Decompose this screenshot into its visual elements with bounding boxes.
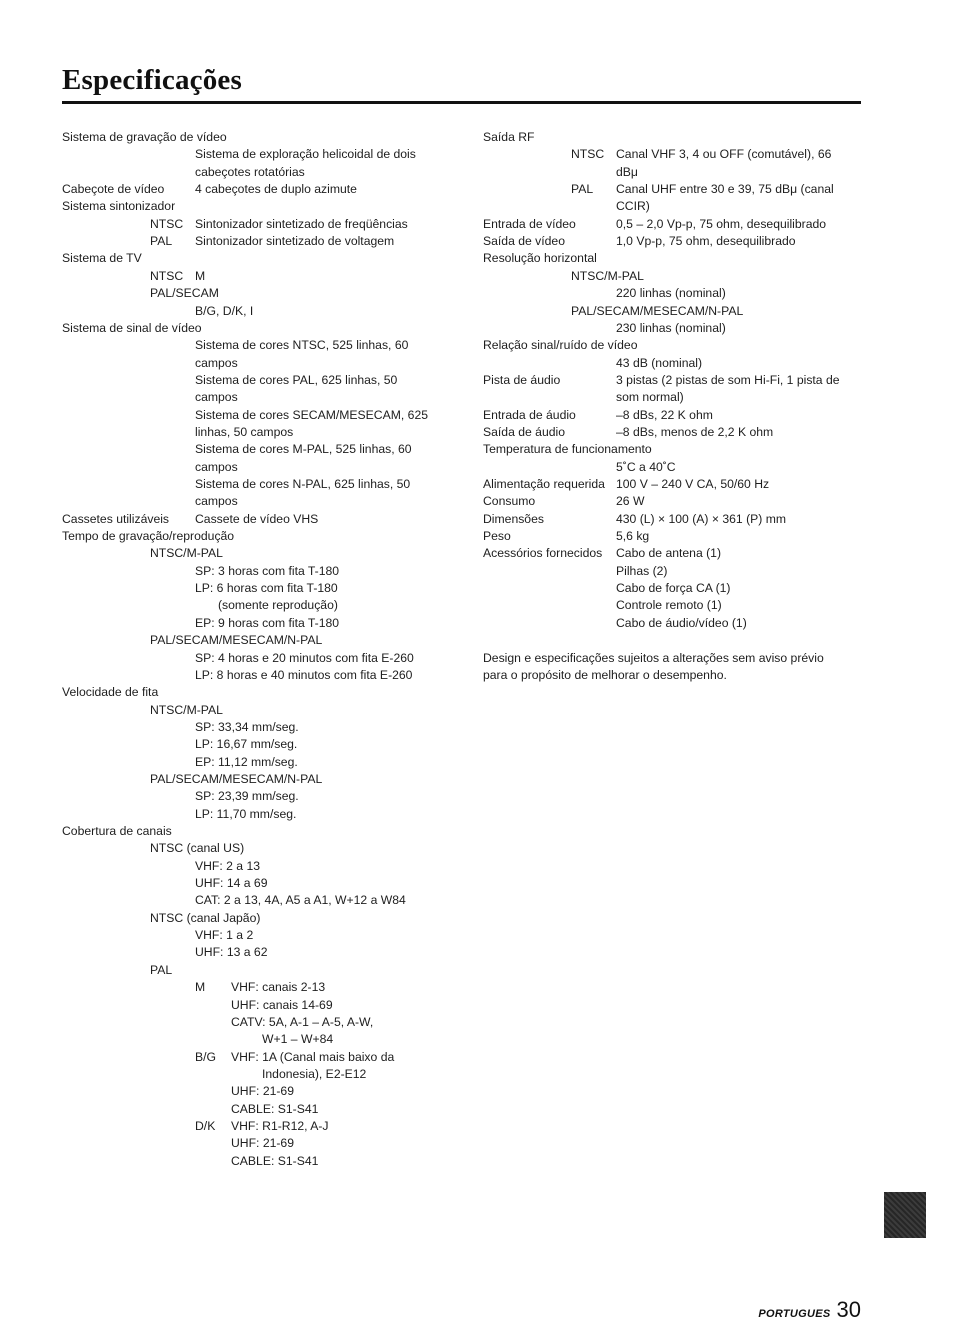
spec-line: PAL/SECAM/MESECAM/N-PAL — [150, 772, 323, 786]
spec-value: Cassete de vídeo VHS — [195, 512, 319, 526]
spec-value: –8 dBs, menos de 2,2 K ohm — [616, 425, 774, 439]
spec-line: B/G — [195, 1050, 216, 1064]
spec-line: CABLE: S1-S41 — [231, 1154, 319, 1168]
spec-value: VHF: R1-R12, A-J — [231, 1119, 329, 1133]
spec-line: 230 linhas (nominal) — [616, 321, 726, 335]
spec-line: Design e especificações sujeitos a alterações sem aviso prévio — [483, 651, 824, 665]
spec-value: 5,6 kg — [616, 529, 650, 543]
spec-line: 5˚C a 40˚C — [616, 460, 676, 474]
spec-line: campos — [195, 356, 238, 370]
spec-line: LP: 11,70 mm/seg. — [195, 807, 297, 821]
page-title: Especificações — [62, 64, 242, 96]
spec-line: Entrada de vídeo — [483, 217, 576, 231]
spec-line: Pista de áudio — [483, 373, 561, 387]
spec-value: 3 pistas (2 pistas de som Hi-Fi, 1 pista de — [616, 373, 840, 387]
spec-value: Canal VHF 3, 4 ou OFF (comutável), 66 — [616, 147, 832, 161]
spec-line: PAL/SECAM/MESECAM/N-PAL — [150, 633, 323, 647]
spec-line: PAL/SECAM/MESECAM/N-PAL — [571, 304, 744, 318]
spec-line: EP: 11,12 mm/seg. — [195, 755, 298, 769]
spec-line: PAL — [150, 963, 173, 977]
spec-line: Alimentação requerida — [483, 477, 605, 491]
spec-value: –8 dBs, 22 K ohm — [616, 408, 713, 422]
spec-line: Saída de áudio — [483, 425, 565, 439]
spec-value: 430 (L) × 100 (A) × 361 (P) mm — [616, 512, 787, 526]
spec-line: NTSC (canal US) — [150, 841, 245, 855]
spec-line: Relação sinal/ruído de vídeo — [483, 338, 638, 352]
spec-line: CATV: 5A, A-1 – A-5, A-W, — [231, 1015, 374, 1029]
page-number: 30 — [836, 1297, 861, 1322]
spec-line: SP: 33,34 mm/seg. — [195, 720, 299, 734]
spec-line: Entrada de áudio — [483, 408, 576, 422]
title-rule — [62, 101, 861, 104]
spec-line: Sistema de cores NTSC, 525 linhas, 60 — [195, 338, 409, 352]
spec-line: LP: 16,67 mm/seg. — [195, 737, 298, 751]
spec-line: VHF: 1 a 2 — [195, 928, 254, 942]
spec-value: VHF: 1A (Canal mais baixo da — [231, 1050, 395, 1064]
spec-line: Sistema de exploração helicoidal de dois — [195, 147, 416, 161]
footer-language-label: PORTUGUES — [758, 1308, 831, 1320]
spec-line: Cabeçote de vídeo — [62, 182, 165, 196]
spec-line: Cassetes utilizáveis — [62, 512, 170, 526]
spec-line: campos — [195, 460, 238, 474]
spec-value: 4 cabeçotes de duplo azimute — [195, 182, 357, 196]
spec-line: LP: 6 horas com fita T-180 — [195, 581, 338, 595]
spec-line: CABLE: S1-S41 — [231, 1102, 319, 1116]
spec-line: NTSC/M-PAL — [150, 703, 223, 717]
spec-line: Sistema de cores M-PAL, 525 linhas, 60 — [195, 442, 412, 456]
spec-line: PAL/SECAM — [150, 286, 219, 300]
page-footer — [758, 1297, 861, 1323]
spec-line: Cabo de áudio/vídeo (1) — [616, 616, 747, 630]
spec-line: som normal) — [616, 390, 684, 404]
spec-value: 1,0 Vp-p, 75 ohm, desequilibrado — [616, 234, 796, 248]
spec-line: Indonesia), E2-E12 — [262, 1067, 367, 1081]
spec-line: Sistema de TV — [62, 251, 142, 265]
spec-line: campos — [195, 494, 238, 508]
spec-line: NTSC (canal Japão) — [150, 911, 261, 925]
spec-value: VHF: canais 2-13 — [231, 980, 326, 994]
spec-value: Sintonizador sintetizado de freqüências — [195, 217, 408, 231]
spec-line: CCIR) — [616, 199, 650, 213]
spec-line: NTSC/M-PAL — [150, 546, 223, 560]
spec-line: D/K — [195, 1119, 216, 1133]
spec-line: B/G, D/K, I — [195, 304, 254, 318]
spec-line: cabeçotes rotatórias — [195, 165, 305, 179]
spec-line: Cobertura de canais — [62, 824, 172, 838]
spec-line: Peso — [483, 529, 511, 543]
spec-line: UHF: 21-69 — [231, 1136, 294, 1150]
spec-line: LP: 8 horas e 40 minutos com fita E-260 — [195, 668, 413, 682]
spec-line: NTSC — [150, 217, 184, 231]
section-tab-marker — [884, 1192, 926, 1238]
spec-line: Pilhas (2) — [616, 564, 668, 578]
spec-value: Sintonizador sintetizado de voltagem — [195, 234, 395, 248]
spec-line: SP: 3 horas com fita T-180 — [195, 564, 340, 578]
spec-line: SP: 23,39 mm/seg. — [195, 789, 299, 803]
spec-line: PAL — [150, 234, 173, 248]
spec-line: PAL — [571, 182, 594, 196]
spec-line: Cabo de força CA (1) — [616, 581, 731, 595]
spec-line: (somente reprodução) — [218, 598, 338, 612]
spec-line: para o propósito de melhorar o desempenho. — [483, 668, 727, 682]
spec-line: Sistema de cores N-PAL, 625 linhas, 50 — [195, 477, 411, 491]
spec-line: Saída RF — [483, 130, 535, 144]
spec-line: UHF: canais 14-69 — [231, 998, 333, 1012]
spec-line: 220 linhas (nominal) — [616, 286, 726, 300]
spec-line: NTSC/M-PAL — [571, 269, 644, 283]
spec-line: Tempo de gravação/reprodução — [62, 529, 235, 543]
spec-line: Acessórios fornecidos — [483, 546, 603, 560]
spec-line: UHF: 14 a 69 — [195, 876, 268, 890]
spec-value: 100 V – 240 V CA, 50/60 Hz — [616, 477, 770, 491]
spec-value: Cabo de antena (1) — [616, 546, 722, 560]
spec-line: NTSC — [150, 269, 184, 283]
spec-line: NTSC — [571, 147, 605, 161]
spec-line: Sistema de cores PAL, 625 linhas, 50 — [195, 373, 398, 387]
spec-line: M — [195, 980, 206, 994]
spec-line: linhas, 50 campos — [195, 425, 294, 439]
spec-line: Controle remoto (1) — [616, 598, 722, 612]
spec-line: Sistema de gravação de vídeo — [62, 130, 227, 144]
spec-line: UHF: 13 a 62 — [195, 945, 268, 959]
spec-value: 26 W — [616, 494, 645, 508]
spec-line: campos — [195, 390, 238, 404]
spec-line: Sistema sintonizador — [62, 199, 176, 213]
spec-line: SP: 4 horas e 20 minutos com fita E-260 — [195, 651, 414, 665]
spec-line: Temperatura de funcionamento — [483, 442, 652, 456]
spec-line: 43 dB (nominal) — [616, 356, 703, 370]
spec-value: Canal UHF entre 30 e 39, 75 dBμ (canal — [616, 182, 834, 196]
spec-line: Consumo — [483, 494, 536, 508]
spec-line: UHF: 21-69 — [231, 1084, 294, 1098]
spec-line: Sistema de sinal de vídeo — [62, 321, 202, 335]
spec-line: Resolução horizontal — [483, 251, 597, 265]
spec-line: EP: 9 horas com fita T-180 — [195, 616, 340, 630]
spec-value: 0,5 – 2,0 Vp-p, 75 ohm, desequilibrado — [616, 217, 827, 231]
spec-line: Sistema de cores SECAM/MESECAM, 625 — [195, 408, 428, 422]
spec-line: Saída de vídeo — [483, 234, 565, 248]
spec-line: VHF: 2 a 13 — [195, 859, 261, 873]
spec-value: M — [195, 269, 206, 283]
spec-line: CAT: 2 a 13, 4A, A5 a A1, W+12 a W84 — [195, 893, 406, 907]
spec-line: Dimensões — [483, 512, 544, 526]
spec-line: Velocidade de fita — [62, 685, 159, 699]
spec-line: W+1 – W+84 — [262, 1032, 334, 1046]
spec-line: dBμ — [616, 165, 638, 179]
